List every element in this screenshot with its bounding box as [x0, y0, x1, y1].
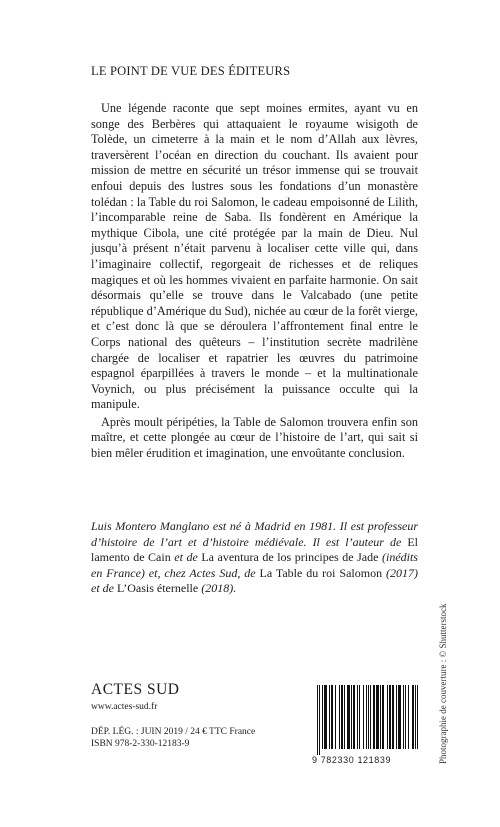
- section-heading: LE POINT DE VUE DES ÉDITEURS: [91, 64, 291, 78]
- barcode-bar: [403, 685, 404, 749]
- book-title: L’Oasis éternelle: [117, 581, 199, 596]
- barcode-bar: [380, 685, 381, 749]
- isbn: ISBN 978-2-330-12183-9: [91, 739, 190, 749]
- barcode: [314, 685, 422, 755]
- barcode-bar: [335, 685, 336, 749]
- barcode-bar: [357, 685, 358, 749]
- barcode-number: 9 782330 121839: [312, 755, 392, 765]
- barcode-bar: [412, 685, 414, 749]
- legal-info: [91, 726, 255, 750]
- barcode-bar: [339, 685, 340, 749]
- publisher-url: www.actes-sud.fr: [91, 702, 158, 712]
- barcode-bar: [347, 685, 350, 749]
- synopsis-paragraph: Après moult péripéties, la Table de Salomon trouvera enfin son maître, et cette plongée au cœur de l’histoire de l’art, qui sait si bien mêler érudition et imagination, une envoûtante conclusion.: [91, 414, 418, 461]
- barcode-bar: [341, 685, 343, 749]
- synopsis: [91, 101, 418, 462]
- barcode-bar: [322, 685, 323, 749]
- barcode-bar: [408, 685, 409, 749]
- barcode-bar: [376, 685, 379, 749]
- barcode-bar: [373, 685, 375, 749]
- author-bio-text: (inédits en France) et, chez Actes Sud, de: [91, 550, 418, 580]
- barcode-bar: [387, 685, 388, 749]
- legal-deposit-price: DÉP. LÉG. : JUIN 2019 / 24 € TTC France: [91, 727, 256, 737]
- author-bio-text: (2017) et de: [91, 565, 418, 596]
- barcode-bar: [417, 685, 418, 749]
- barcode-bar: [389, 685, 391, 749]
- book-title: La aventura de los principes de Jade: [201, 550, 379, 565]
- barcode-bar: [366, 685, 367, 749]
- author-bio-text: (2018).: [198, 581, 237, 596]
- book-title: La Table du roi Salomon: [259, 565, 383, 580]
- barcode-bar: [344, 685, 345, 749]
- barcode-bar: [359, 685, 360, 749]
- author-bio-text: Luis Montero Manglano est né à Madrid en 1981. Il est professeur d’histoire de l’art et d’histoire médiévale. Il est l’auteur de: [91, 519, 418, 549]
- barcode-bar: [353, 685, 355, 749]
- barcode-bar: [368, 685, 369, 749]
- barcode-bar: [331, 685, 333, 749]
- synopsis-paragraph: Une légende raconte que sept moines ermites, ayant vu en songe des Berbères qui attaquaient le royaume wisigoth de Tolède, un cimeterre à la main et le nom d’Allah aux lèvres, traversèrent l’océan en direction du couchant. Ils avaient pour mission de mettre en sécurité un trésor immense qui se trouvait enfoui depuis des lustres sous les fondations d’un monastère tolédan : la Table du roi Salomon, le cadeau empoisonné de Lilith, l’incomparable reine de Saba. Ils fondèrent en Amérique la mythique Cibola, une cité protégée par la main de Dieu. Nul jusqu’à présent n’était parvenu à localiser cette ville qui, dans l’imaginaire collectif, regorgeait de richesses et de reliques magiques et où les hommes vivaient en parfaite harmonie. On sait désormais qu’elle se trouve dans le Valcabado (une petite république d’Amérique du Sud), nichée au cœur de la forêt vierge, et c’est donc là que se déroulera l’affrontement final entre le Corps national des quêteurs – l’institution secrète madrilène chargée de localiser et rapatrier les œuvres du patrimoine espagnol éparpillées à travers le monde – et la multinationale Voynich, ou plus précisément la puissance occulte qui la manipule.: [91, 101, 418, 412]
- photo-credit: Photographie de couverture : © Shutterstock: [438, 603, 448, 764]
- barcode-bar: [370, 685, 371, 749]
- barcode-bar: [317, 685, 318, 755]
- book-title: El lamento de Cain: [91, 534, 418, 565]
- barcode-bar: [415, 685, 416, 749]
- barcode-bar: [405, 685, 406, 749]
- barcode-bar: [392, 685, 394, 749]
- barcode-bar: [329, 685, 330, 749]
- barcode-bar: [398, 685, 401, 749]
- author-bio-text: et de: [170, 550, 202, 565]
- barcode-bar: [351, 685, 352, 749]
- barcode-bar: [324, 685, 327, 749]
- barcode-bar: [363, 685, 364, 749]
- barcode-bar: [396, 685, 397, 749]
- barcode-bar: [382, 685, 384, 749]
- author-biography: [91, 519, 418, 597]
- publisher-logo: ACTES SUD: [91, 681, 180, 698]
- barcode-bar: [319, 685, 320, 755]
